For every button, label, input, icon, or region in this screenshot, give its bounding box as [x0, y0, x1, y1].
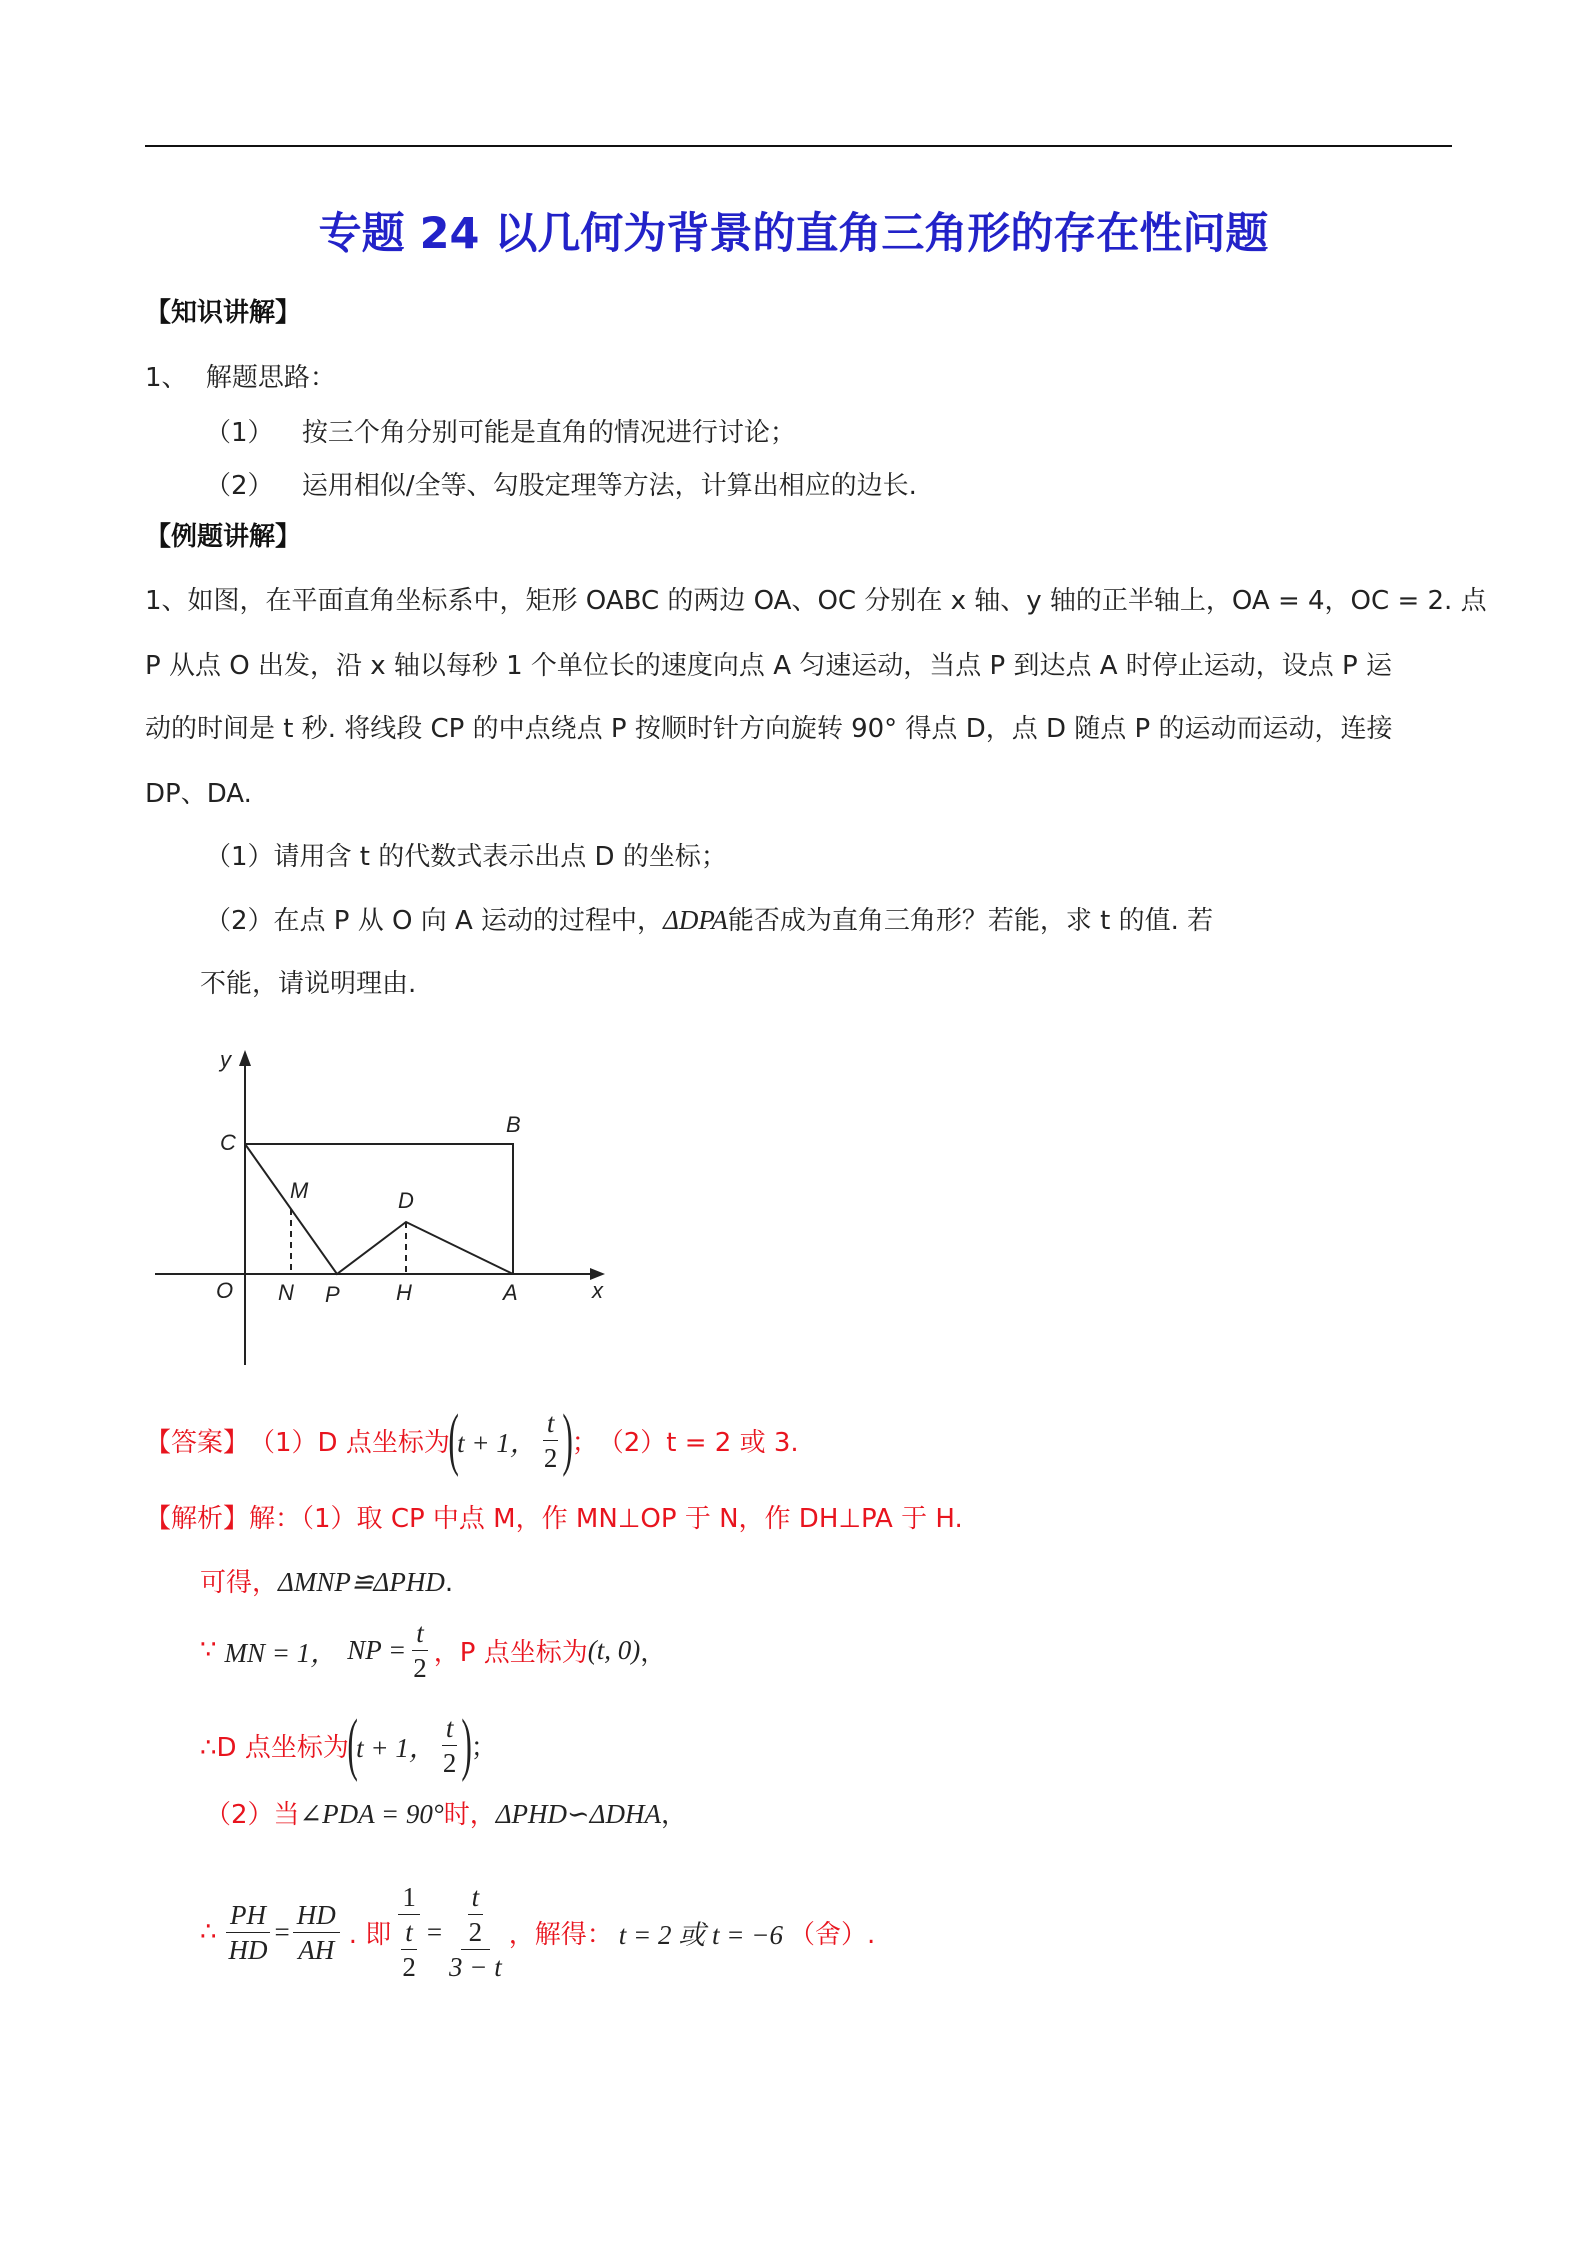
- answer-line: [145, 1395, 799, 1485]
- analysis-line-6: [200, 1862, 875, 2002]
- fraction-denominator: HD: [228, 1934, 268, 1965]
- analysis-line-5: [205, 1794, 687, 1831]
- label-o: O: [216, 1278, 234, 1303]
- nested-fraction: [398, 1915, 420, 1984]
- answer-coord-x: t + 1，: [457, 1427, 537, 1458]
- label-d: D: [398, 1188, 414, 1213]
- np-equation: NP =: [347, 1634, 407, 1665]
- knowledge-header: 【知识讲解】: [145, 298, 302, 328]
- label-p: P: [325, 1282, 340, 1307]
- left-paren: (: [448, 1401, 459, 1478]
- problem-line: DP、DA.: [145, 779, 252, 809]
- question-2-text: 能否成为直角三角形？若能，求 t 的值. 若: [727, 906, 1214, 936]
- analysis-line-3: [200, 1615, 666, 1685]
- fraction-denominator: 2: [413, 1652, 427, 1683]
- fraction-numerator: t: [401, 1915, 417, 1950]
- question-1: （1）请用含 t 的代数式表示出点 D 的坐标；: [205, 842, 727, 872]
- problem-line: P 从点 O 出发，沿 x 轴以每秒 1 个单位长的速度向点 A 匀速运动，当点 P 到达点 A 时停止运动，设点 P 运: [145, 651, 1392, 681]
- d-fraction: [439, 1711, 461, 1780]
- question-2: [205, 900, 1213, 937]
- ratio-hd-ah: [293, 1898, 340, 1967]
- question-2-continued: 不能，请说明理由.: [200, 969, 417, 999]
- sub-text: 按三个角分别可能是直角的情况进行讨论；: [301, 418, 796, 448]
- fraction-numerator: 1: [398, 1880, 420, 1915]
- analysis-text: . 即: [348, 1919, 392, 1950]
- analysis-line-2: [200, 1562, 453, 1599]
- ratio-ph-hd: [225, 1898, 272, 1967]
- point-text: 解题思路：: [205, 363, 336, 393]
- analysis-text: ∴D 点坐标为: [200, 1732, 349, 1763]
- solution-result: t = 2 或 t = −6: [618, 1919, 783, 1950]
- fraction-denominator: [394, 1915, 424, 1984]
- analysis-text: （舍）.: [788, 1919, 876, 1950]
- page-title: 专题 24 以几何为背景的直角三角形的存在性问题: [318, 209, 1269, 259]
- analysis-text: 解：（1）取 CP 中点 M，作 MN⊥OP 于 N，作 DH⊥PA 于 H.: [249, 1504, 963, 1534]
- answer-separator: ；: [571, 1427, 598, 1458]
- label-y: y: [220, 1047, 231, 1072]
- knowledge-sub-1: [205, 412, 796, 449]
- answer-tag: 【答案】: [145, 1427, 250, 1458]
- analysis-text: 时，: [443, 1800, 496, 1830]
- congruence-math: ΔMNP≌ΔPHD: [278, 1567, 445, 1597]
- fraction-numerator: t: [412, 1616, 428, 1651]
- fraction-numerator: HD: [293, 1898, 340, 1933]
- left-paren: (: [347, 1706, 358, 1783]
- analysis-text: ，P 点坐标为: [433, 1637, 588, 1668]
- problem-line: 动的时间是 t 秒. 将线段 CP 的中点绕点 P 按顺时针方向旋转 90° 得点 D，点 D 随点 P 的运动而运动，连接: [145, 714, 1393, 744]
- answer-part2: （2）t = 2 或 3.: [597, 1427, 799, 1458]
- d-coord-x: t + 1，: [356, 1732, 436, 1763]
- equals-sign: =: [274, 1916, 290, 1947]
- knowledge-point: [145, 357, 336, 394]
- analysis-line-1: [145, 1498, 963, 1535]
- np-fraction: [409, 1616, 431, 1685]
- fraction-numerator: t: [543, 1406, 559, 1441]
- fraction-denominator: 2: [402, 1952, 416, 1982]
- nested-fraction: [465, 1880, 487, 1949]
- example-header: 【例题讲解】: [145, 522, 302, 552]
- y-axis-arrow: [239, 1050, 251, 1066]
- compound-fraction-right: [445, 1880, 506, 1984]
- fraction-numerator: t: [442, 1711, 458, 1746]
- answer-fraction: [540, 1406, 562, 1475]
- label-c: C: [220, 1130, 236, 1155]
- similarity-math: ΔPHD∽ΔDHA: [495, 1799, 661, 1829]
- point-number: 1、: [145, 363, 188, 393]
- right-paren: ): [562, 1401, 574, 1478]
- fraction-numerator: [461, 1880, 491, 1950]
- fraction-denominator: 2: [442, 1747, 457, 1778]
- angle-equation: ∠PDA = 90°: [299, 1799, 444, 1829]
- label-a: A: [503, 1280, 518, 1305]
- answer-part1: （1）D 点坐标为: [249, 1427, 450, 1458]
- comma: ，: [661, 1800, 688, 1830]
- knowledge-sub-2: [205, 465, 917, 502]
- fraction-denominator: 2: [543, 1442, 558, 1473]
- question-2-text: （2）在点 P 从 O 向 A 运动的过程中，: [205, 906, 664, 936]
- semicolon: ；: [470, 1732, 497, 1763]
- comma: ，: [640, 1637, 667, 1668]
- top-rule: [145, 145, 1452, 147]
- analysis-text: ，解得：: [508, 1919, 613, 1950]
- label-n: N: [278, 1280, 294, 1305]
- period: .: [444, 1568, 454, 1598]
- fraction-denominator: AH: [298, 1934, 335, 1965]
- analysis-line-4: [200, 1700, 497, 1790]
- label-x: x: [592, 1278, 603, 1303]
- p-coordinate: (t, 0): [587, 1634, 641, 1665]
- therefore-symbol: ∴: [200, 1917, 217, 1947]
- analysis-text: 可得，: [200, 1568, 279, 1598]
- analysis-tag: 【解析】: [145, 1504, 250, 1534]
- fraction-numerator: t: [468, 1880, 484, 1915]
- label-h: H: [396, 1280, 412, 1305]
- label-m: M: [290, 1178, 309, 1203]
- segment-c-p-d-a: [245, 1144, 513, 1274]
- compound-fraction-left: [394, 1880, 424, 1984]
- problem-line: 1、如图，在平面直角坐标系中，矩形 OABC 的两边 OA、OC 分别在 x 轴、y 轴的正半轴上，OA = 4，OC = 2. 点: [145, 586, 1487, 616]
- triangle-dpa: ΔDPA: [663, 905, 728, 935]
- because-symbol: ∵: [200, 1635, 217, 1665]
- right-paren: ): [461, 1706, 473, 1783]
- sub-number: （2）: [205, 471, 274, 501]
- sub-text: 运用相似/全等、勾股定理等方法，计算出相应的边长.: [301, 471, 917, 501]
- fraction-numerator: PH: [226, 1898, 270, 1933]
- coordinate-figure: [150, 1040, 630, 1380]
- fraction-denominator: 3 − t: [449, 1952, 502, 1982]
- analysis-text: （2）当: [205, 1800, 300, 1830]
- sub-number: （1）: [205, 418, 274, 448]
- label-b: B: [506, 1112, 521, 1137]
- mn-equation: MN = 1，: [224, 1637, 338, 1668]
- fraction-denominator: 2: [468, 1917, 483, 1947]
- equals-sign: =: [426, 1916, 443, 1947]
